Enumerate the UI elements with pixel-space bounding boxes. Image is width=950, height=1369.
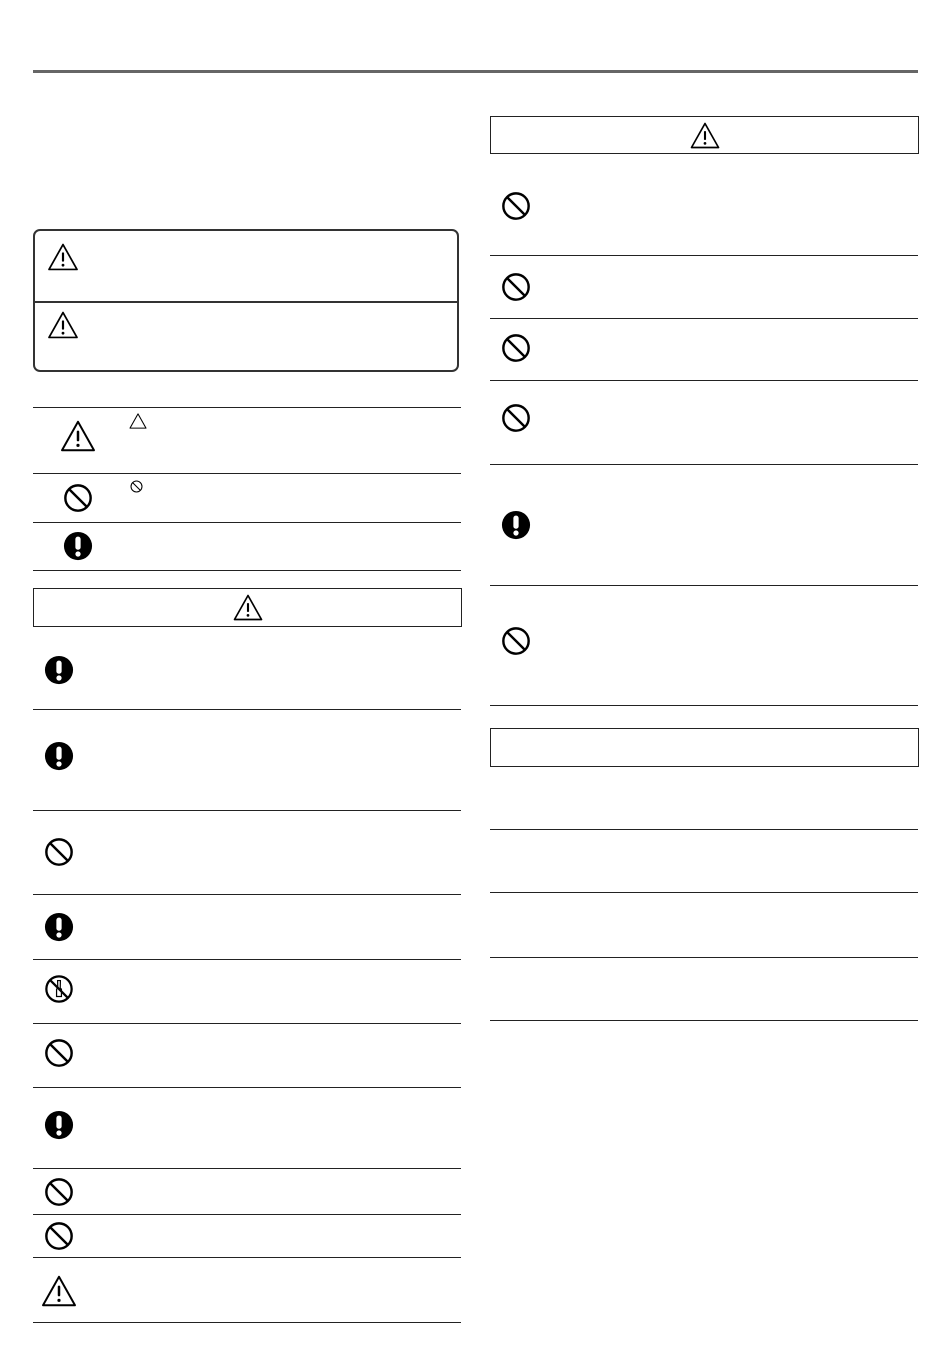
prohibition-circle-icon (501, 403, 531, 433)
table-rule (33, 570, 461, 571)
item-rule (490, 380, 918, 381)
section-header-notes (490, 728, 919, 767)
item-rule (33, 894, 461, 895)
item-rule (490, 255, 918, 256)
prohibition-circle-icon (44, 1221, 74, 1251)
small-triangle-outline-icon (129, 413, 147, 429)
item-rule (33, 810, 461, 811)
do-not-disassemble-icon (44, 974, 74, 1004)
prohibition-circle-icon (44, 1038, 74, 1068)
item-rule (33, 1257, 461, 1258)
item-rule (490, 318, 918, 319)
section-header-warning (490, 116, 919, 154)
prohibition-circle-icon (501, 272, 531, 302)
legend-divider (35, 301, 457, 303)
item-rule (490, 585, 918, 586)
top-rule (33, 70, 918, 73)
prohibition-circle-icon (501, 191, 531, 221)
warning-triangle-icon (233, 594, 263, 621)
small-prohibition-icon (130, 480, 143, 493)
table-rule (33, 407, 461, 408)
item-rule (33, 1214, 461, 1215)
mandatory-exclamation-icon (44, 1110, 74, 1140)
warning-triangle-icon (47, 311, 79, 339)
warning-triangle-icon (47, 243, 79, 271)
prohibition-circle-icon (44, 1177, 74, 1207)
item-rule (33, 1023, 461, 1024)
prohibition-circle-icon (501, 626, 531, 656)
warning-triangle-icon (60, 420, 96, 452)
item-rule (33, 709, 461, 710)
item-rule (33, 1168, 461, 1169)
item-rule (33, 959, 461, 960)
mandatory-exclamation-icon (63, 531, 93, 561)
table-rule (33, 473, 461, 474)
mandatory-exclamation-icon (501, 510, 531, 540)
prohibition-circle-icon (44, 837, 74, 867)
prohibition-circle-icon (501, 333, 531, 363)
signal-word-legend-box (33, 229, 459, 372)
item-rule (33, 1087, 461, 1088)
item-rule (33, 1322, 461, 1323)
item-rule (490, 705, 918, 706)
table-rule (33, 522, 461, 523)
warning-triangle-icon (690, 122, 720, 149)
item-rule (490, 892, 918, 893)
prohibition-circle-icon (63, 483, 93, 513)
item-rule (490, 957, 918, 958)
item-rule (490, 1020, 918, 1021)
item-rule (490, 464, 918, 465)
item-rule (490, 829, 918, 830)
mandatory-exclamation-icon (44, 741, 74, 771)
section-header-warning (33, 588, 462, 627)
warning-triangle-icon (41, 1275, 77, 1307)
mandatory-exclamation-icon (44, 912, 74, 942)
mandatory-exclamation-icon (44, 655, 74, 685)
